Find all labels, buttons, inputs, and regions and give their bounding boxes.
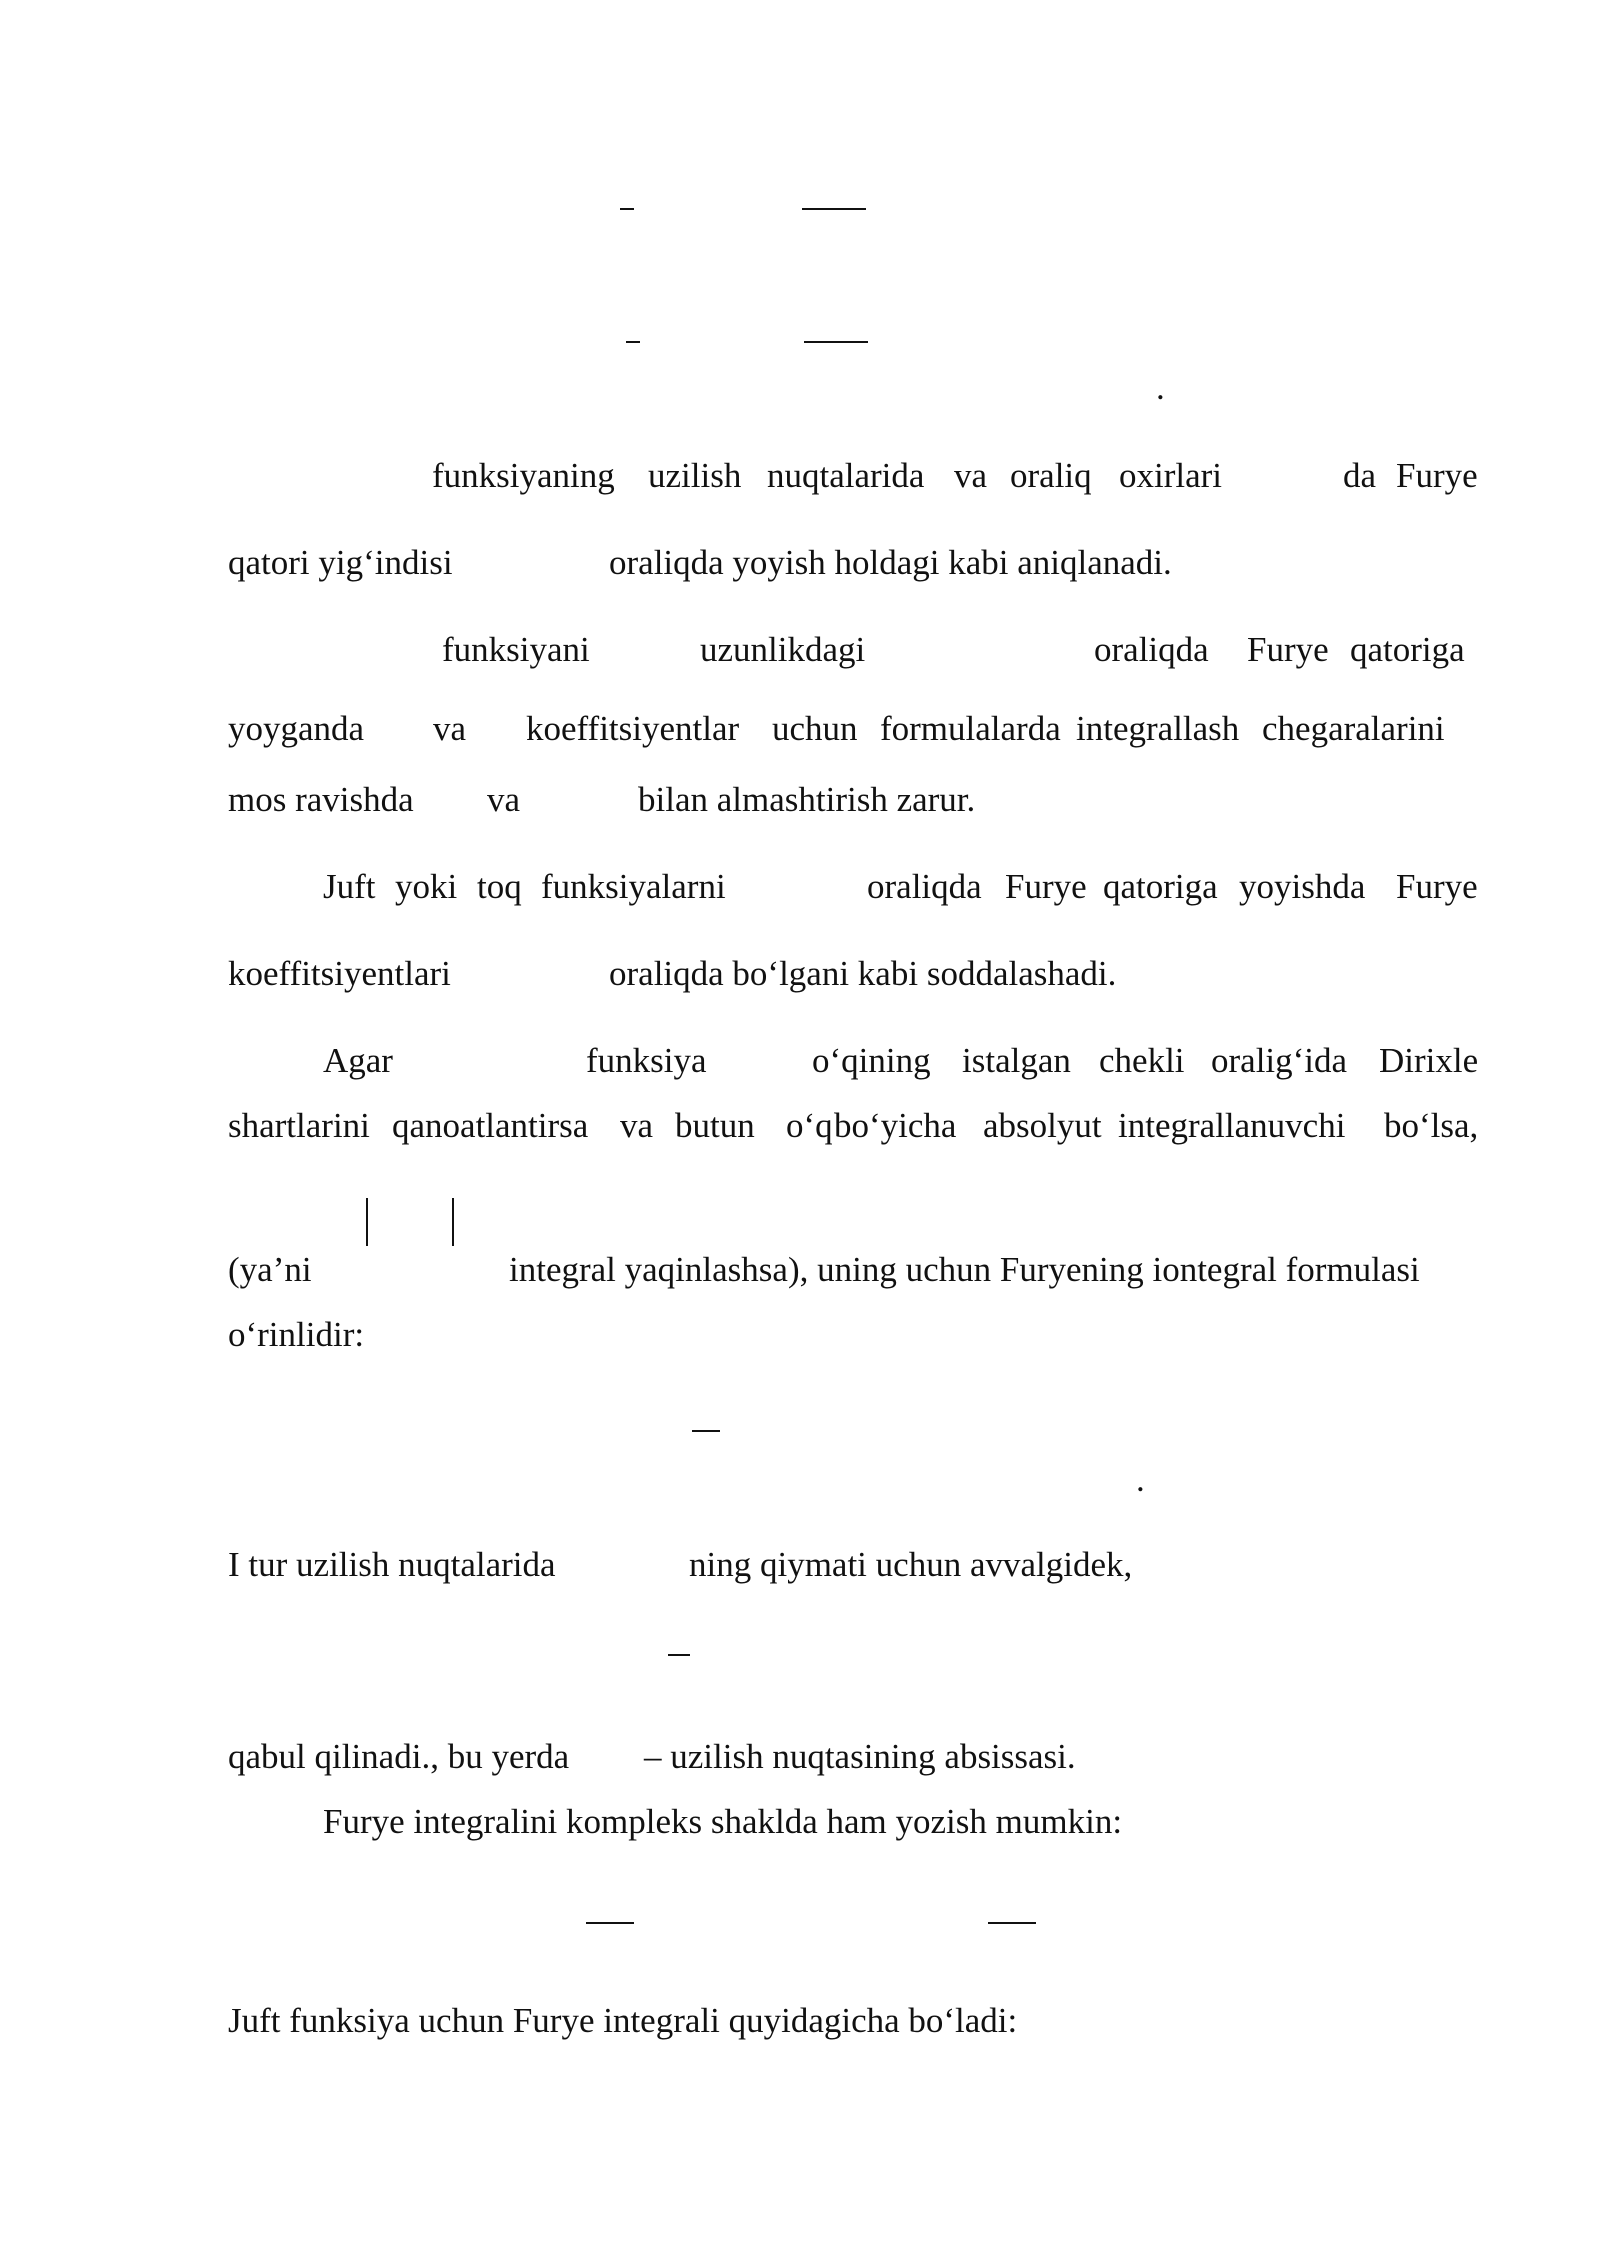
p2-line2-word: formulalarda — [880, 709, 1061, 748]
abs-bar-right — [452, 1198, 454, 1246]
p4-line2-word: o‘q — [786, 1106, 833, 1145]
p3-line2-text: oraliqda bo‘lgani kabi soddalashadi. — [609, 954, 1117, 993]
p4-line2-word: integrallanuvchi — [1118, 1106, 1346, 1145]
p1-line1-word: uzilish — [648, 456, 742, 495]
p2-line2-word: yoyganda — [228, 709, 365, 748]
p3-line1-word: Juft — [323, 867, 376, 906]
p1-line1-word: oxirlari — [1119, 456, 1223, 495]
p2-line2-word: uchun — [772, 709, 858, 748]
p4-line1-word: Dirixle — [1379, 1041, 1479, 1080]
formula-fraction-bar-6 — [988, 1922, 1036, 1924]
p4-line2-word: va — [620, 1106, 654, 1145]
p2-line3-text: va — [487, 780, 521, 819]
p1-line1-word: oraliq — [1010, 456, 1092, 495]
p3-line1-word: Furye — [1396, 867, 1478, 906]
p3-line1-word: qatoriga — [1103, 867, 1218, 906]
p1-line1-word: da — [1343, 456, 1377, 495]
p5-text: ning qiymati uchun avvalgidek, — [689, 1545, 1133, 1584]
formula-minus-1 — [620, 208, 634, 210]
p4-line3-text: (ya’ni — [228, 1250, 312, 1289]
p8-text: Juft funksiya uchun Furye integrali quyidagicha bo‘ladi: — [228, 2001, 1018, 2040]
p2-line1-text: uzunlikdagi — [700, 630, 866, 669]
p6-text: – uzilish nuqtasining absissasi. — [644, 1737, 1076, 1776]
p2-line2-word: koeffitsiyentlar — [526, 709, 740, 748]
formula-period-2: . — [1136, 1460, 1145, 1499]
p7-text: Furye integralini kompleks shaklda ham yozish mumkin: — [323, 1802, 1123, 1841]
p1-line2-text: qatori yig‘indisi — [228, 543, 453, 582]
abs-bar-left — [366, 1198, 368, 1246]
p4-line1-word: funksiya — [586, 1041, 707, 1080]
p3-line1-word: toq — [477, 867, 522, 906]
p2-line1-text: funksiyani — [442, 630, 590, 669]
p4-line1-word: oralig‘ida — [1211, 1041, 1348, 1080]
p2-line2-word: va — [433, 709, 467, 748]
formula-fraction-bar-1 — [802, 208, 866, 210]
p3-line1-word: Furye — [1005, 867, 1087, 906]
p2-line3-text: bilan almashtirish zarur. — [638, 780, 976, 819]
p1-line1-word: nuqtalarida — [767, 456, 925, 495]
p4-line2-word: absolyut — [983, 1106, 1102, 1145]
p4-line2-word: butun — [675, 1106, 755, 1145]
formula-fraction-bar-5 — [586, 1922, 634, 1924]
p1-line1-word: Furye — [1396, 456, 1478, 495]
p4-line1-word: chekli — [1099, 1041, 1185, 1080]
p4-line3-text: integral yaqinlashsa), uning uchun Furyening iontegral formulasi — [509, 1250, 1420, 1289]
p2-line1-text: qatoriga — [1350, 630, 1465, 669]
p4-line2-word: bo‘yicha — [834, 1106, 957, 1145]
p3-line1-word: yoki — [395, 867, 458, 906]
p4-line4-text: o‘rinlidir: — [228, 1315, 365, 1354]
p2-line2-word: chegaralarini — [1262, 709, 1445, 748]
p2-line1-text: Furye — [1247, 630, 1329, 669]
formula-fraction-bar-3 — [692, 1430, 720, 1432]
p1-line1-word: va — [954, 456, 988, 495]
p4-line1-word: Agar — [323, 1041, 393, 1080]
p6-text: qabul qilinadi., bu yerda — [228, 1737, 570, 1776]
p1-line2-text: oraliqda yoyish holdagi kabi aniqlanadi. — [609, 543, 1172, 582]
p4-line1-word: istalgan — [962, 1041, 1071, 1080]
formula-fraction-bar-2 — [804, 341, 868, 343]
p3-line1-word: oraliqda — [867, 867, 982, 906]
p2-line1-text: oraliqda — [1094, 630, 1209, 669]
p3-line2-text: koeffitsiyentlari — [228, 954, 451, 993]
p5-text: I tur uzilish nuqtalarida — [228, 1545, 556, 1584]
p3-line1-word: yoyishda — [1239, 867, 1366, 906]
p4-line2-word: shartlarini — [228, 1106, 370, 1145]
p2-line3-text: mos ravishda — [228, 780, 414, 819]
formula-fraction-bar-4 — [668, 1654, 690, 1656]
formula-period-1: . — [1156, 368, 1165, 407]
p2-line2-word: integrallash — [1076, 709, 1240, 748]
p3-line1-word: funksiyalarni — [541, 867, 726, 906]
p1-line1-word: funksiyaning — [432, 456, 615, 495]
formula-minus-2 — [626, 341, 640, 343]
p4-line2-word: qanoatlantirsa — [392, 1106, 589, 1145]
p4-line2-word: bo‘lsa, — [1384, 1106, 1479, 1145]
p4-line1-word: o‘qining — [812, 1041, 931, 1080]
